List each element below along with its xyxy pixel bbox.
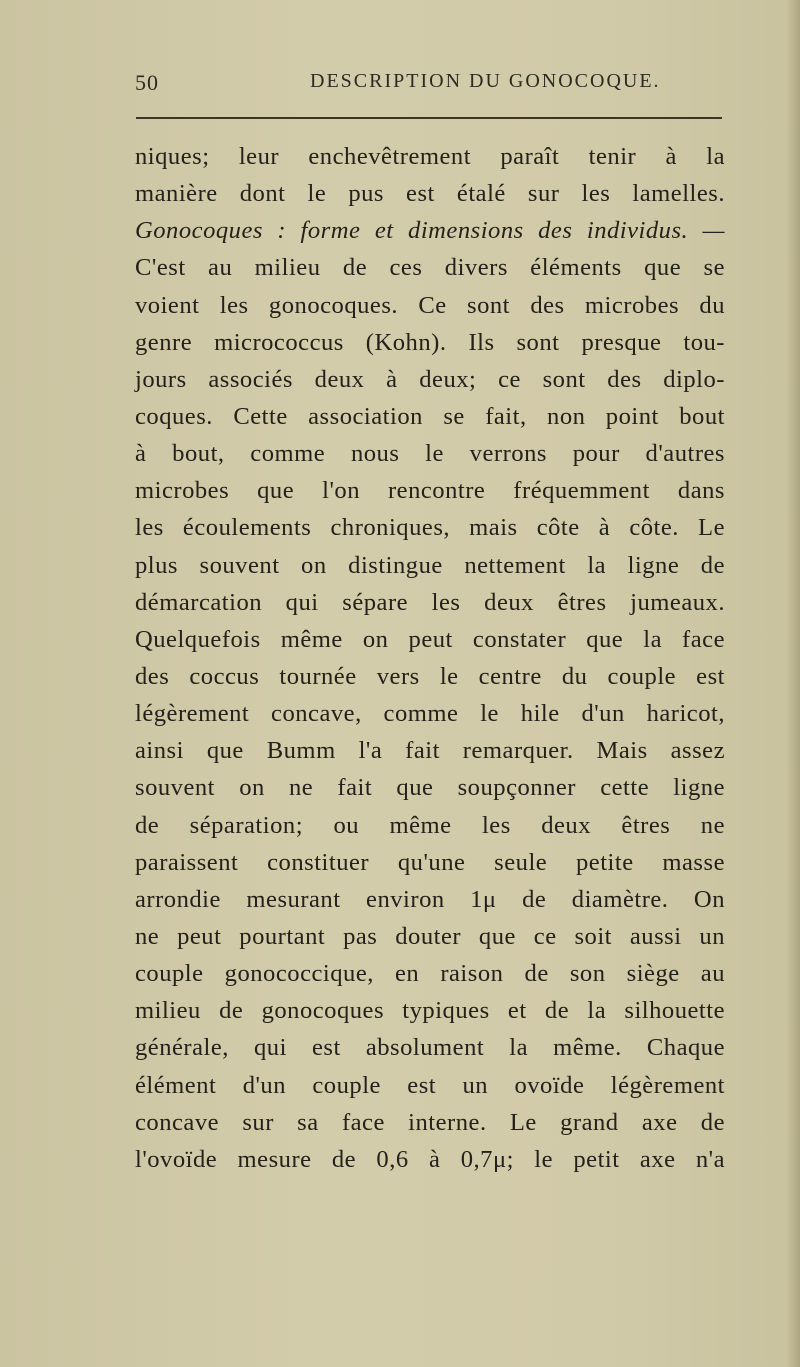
text-line: à bout, comme nous le verrons pour d'autres [135,440,725,468]
text-line: microbes que l'on rencontre fréquemment dans [135,477,725,505]
text-line: de séparation; ou même les deux êtres ne [135,811,725,839]
page-edge-shadow [786,0,800,1367]
text-line: souvent on ne fait que soupçonner cette ligne [135,774,725,802]
text-line: l'ovoïde mesure de 0,6 à 0,7μ; le petit axe n'a [135,1145,725,1173]
text-line: générale, qui est absolument la même. Chaque [135,1034,725,1062]
body-text [135,138,725,1178]
text-line: jours associés deux à deux; ce sont des diplo- [135,365,725,393]
text-line: ainsi que Bumm l'a fait remarquer. Mais assez [135,737,725,765]
text-line: démarcation qui sépare les deux êtres jumeaux. [135,588,725,616]
text-line: niques; leur enchevêtrement paraît tenir à la [135,143,725,170]
text-line: C'est au milieu de ces divers éléments que se [135,254,725,282]
page-header [135,70,720,100]
text-line: coques. Cette association se fait, non point bout [135,402,725,430]
text-line: élément d'un couple est un ovoïde légèrement [135,1071,725,1099]
text-line: paraissent constituer qu'une seule petite masse [135,848,725,876]
page-number: 50 [135,70,159,95]
text-line: plus souvent on distingue nettement la ligne de [135,551,725,579]
running-title: DESCRIPTION DU GONOCOQUE. [310,70,661,92]
text-line: genre micrococcus (Kohn). Ils sont presque tou- [135,328,725,356]
section-heading-line: Gonocoques : forme et dimensions des individus. — [135,217,725,245]
text-line: voient les gonocoques. Ce sont des microbes du [135,291,725,319]
text-line: arrondie mesurant environ 1μ de diamètre. On [135,885,725,913]
text-line: Quelquefois même on peut constater que la face [135,625,725,653]
text-line: légèrement concave, comme le hile d'un haricot, [135,700,725,728]
header-rule [136,117,722,119]
text-line: manière dont le pus est étalé sur les lamelles. [135,180,725,208]
text-line: couple gonococcique, en raison de son siège au [135,960,725,988]
text-line: des coccus tournée vers le centre du couple est [135,662,725,690]
text-line: ne peut pourtant pas douter que ce soit aussi un [135,922,725,950]
text-line: milieu de gonocoques typiques et de la silhouette [135,997,725,1025]
text-line: les écoulements chroniques, mais côte à côte. Le [135,514,725,542]
text-line: concave sur sa face interne. Le grand axe de [135,1108,725,1136]
